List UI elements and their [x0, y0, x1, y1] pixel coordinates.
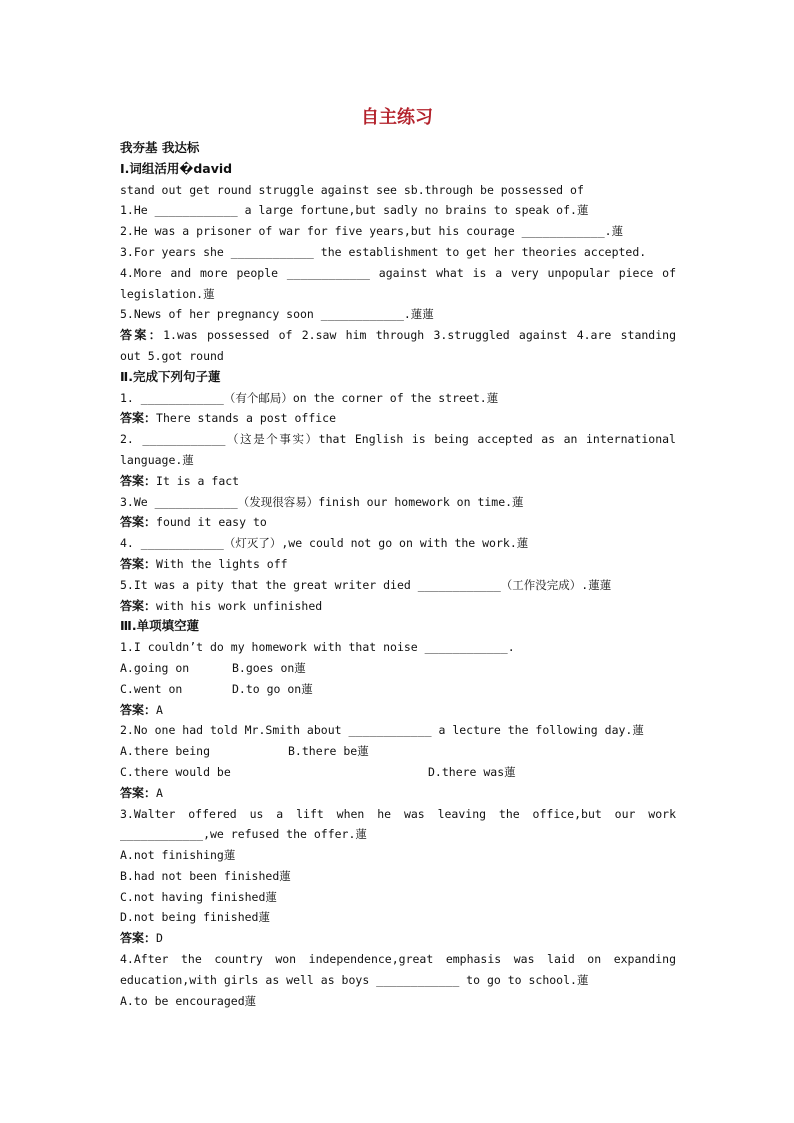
- part2-question-5: 5.It was a pity that the great writer died ____________（工作没完成）.蓮蓮: [120, 577, 612, 592]
- option-c: C.not having finished蓮: [120, 889, 277, 904]
- answer-text: found it easy to: [156, 515, 267, 530]
- option-b: B.had not been finished蓮: [120, 868, 291, 883]
- part1-answer-line1: [120, 325, 676, 346]
- option-d: D.not being finished蓮: [120, 910, 270, 925]
- option-c: C.went on: [120, 681, 183, 696]
- part3-answer-3: [120, 928, 676, 949]
- option-d: D.to go on蓮: [232, 681, 313, 696]
- answer-label: 答案：: [120, 515, 157, 530]
- page-title: 自主练习: [361, 107, 433, 128]
- phrase-list: stand out get round struggle against see sb.through be possessed of: [120, 182, 584, 197]
- answer-label: 答案：: [120, 328, 164, 343]
- part2-answer-2: [120, 471, 676, 492]
- part3-question-1: 1.I couldn’t do my homework with that noise ____________.: [120, 640, 515, 655]
- part3-question-3-line1: 3.Walter offered us a lift when he was leaving the office,but our work: [120, 806, 676, 821]
- answer-label: 答案：: [120, 931, 157, 946]
- part3-options-1-row1: [120, 658, 676, 679]
- part2-answer-3: [120, 512, 676, 533]
- part2-question-4: 4. ____________（灯灭了）,we could not go on with the work.蓮: [120, 536, 529, 551]
- part3-question-4-line2: education,with girls as well as boys ____________ to go to school.蓮: [120, 972, 589, 987]
- answer-label: 答案：: [120, 473, 157, 488]
- option-a: A.there being: [120, 744, 211, 759]
- part3-answer-1: [120, 700, 676, 721]
- answer-text: It is a fact: [156, 473, 240, 488]
- part3-answer-2: [120, 783, 676, 804]
- answer-label: 答案：: [120, 598, 157, 613]
- part1-question-4-line2: legislation.蓮: [120, 286, 215, 301]
- part2-answer-4: [120, 554, 676, 575]
- part1-question-1: 1.He ____________ a large fortune,but sadly no brains to speak of.蓮: [120, 203, 589, 218]
- part1-question-2: 2.He was a prisoner of war for five years,but his courage ____________.蓮: [120, 224, 624, 239]
- answer-text: A: [156, 785, 163, 800]
- part3-question-4-line1: 4.After the country won independence,great emphasis was laid on expanding: [120, 952, 676, 967]
- answer-text: with his work unfinished: [156, 598, 323, 613]
- part3-options-1-row2: [120, 679, 676, 700]
- answer-text: With the lights off: [156, 556, 288, 571]
- option-a: A.not finishing蓮: [120, 848, 236, 863]
- option-d: D.there was蓮: [428, 764, 516, 779]
- answer-text: There stands a post office: [156, 411, 337, 426]
- part2-heading: Ⅱ.完成下列句子蓮: [120, 368, 221, 384]
- part2-question-2-line2: language.蓮: [120, 452, 194, 467]
- part2-question-1: 1. ____________（有个邮局）on the corner of the street.蓮: [120, 390, 499, 405]
- section-header: 我夯基 我达标: [120, 140, 200, 155]
- option-a: A.going on: [120, 660, 190, 675]
- answer-label: 答案：: [120, 785, 157, 800]
- part3-question-2: 2.No one had told Mr.Smith about ____________ a lecture the following day.蓮: [120, 723, 644, 738]
- part3-options-2-row1: [120, 741, 676, 762]
- exercise-content: [120, 138, 676, 1011]
- answer-label: 答案：: [120, 702, 157, 717]
- answer-text: A: [156, 702, 163, 717]
- part2-question-3: 3.We ____________（发现很容易）finish our homework on time.蓮: [120, 494, 524, 509]
- answer-text: 1.was possessed of 2.saw him through 3.struggled against 4.are standing: [163, 328, 676, 343]
- part1-question-5: 5.News of her pregnancy soon ____________.蓮蓮: [120, 307, 434, 322]
- answer-text: D: [156, 931, 163, 946]
- part3-question-3-line2: ____________,we refused the offer.蓮: [120, 827, 367, 842]
- option-c: C.there would be: [120, 764, 231, 779]
- option-a: A.to be encouraged蓮: [120, 993, 257, 1008]
- part3-heading: Ⅲ.单项填空蓮: [120, 618, 200, 634]
- part3-options-2-row2: [120, 762, 676, 783]
- part1-question-3: 3.For years she ____________ the establishment to get her theories accepted.: [120, 244, 647, 259]
- answer-label: 答案：: [120, 411, 157, 426]
- answer-label: 答案：: [120, 556, 157, 571]
- part1-heading: Ⅰ.词组活用�david: [120, 160, 233, 176]
- part1-answer-line2: out 5.got round: [120, 348, 224, 363]
- option-b: B.goes on蓮: [232, 660, 306, 675]
- part2-answer-5: [120, 596, 676, 617]
- option-b: B.there be蓮: [288, 744, 369, 759]
- part2-answer-1: [120, 408, 676, 429]
- part2-question-2-line1: 2. ____________（这是个事实）that English is being accepted as an international: [120, 432, 676, 447]
- part1-question-4-line1: 4.More and more people ____________ against what is a very unpopular piece of: [120, 265, 676, 280]
